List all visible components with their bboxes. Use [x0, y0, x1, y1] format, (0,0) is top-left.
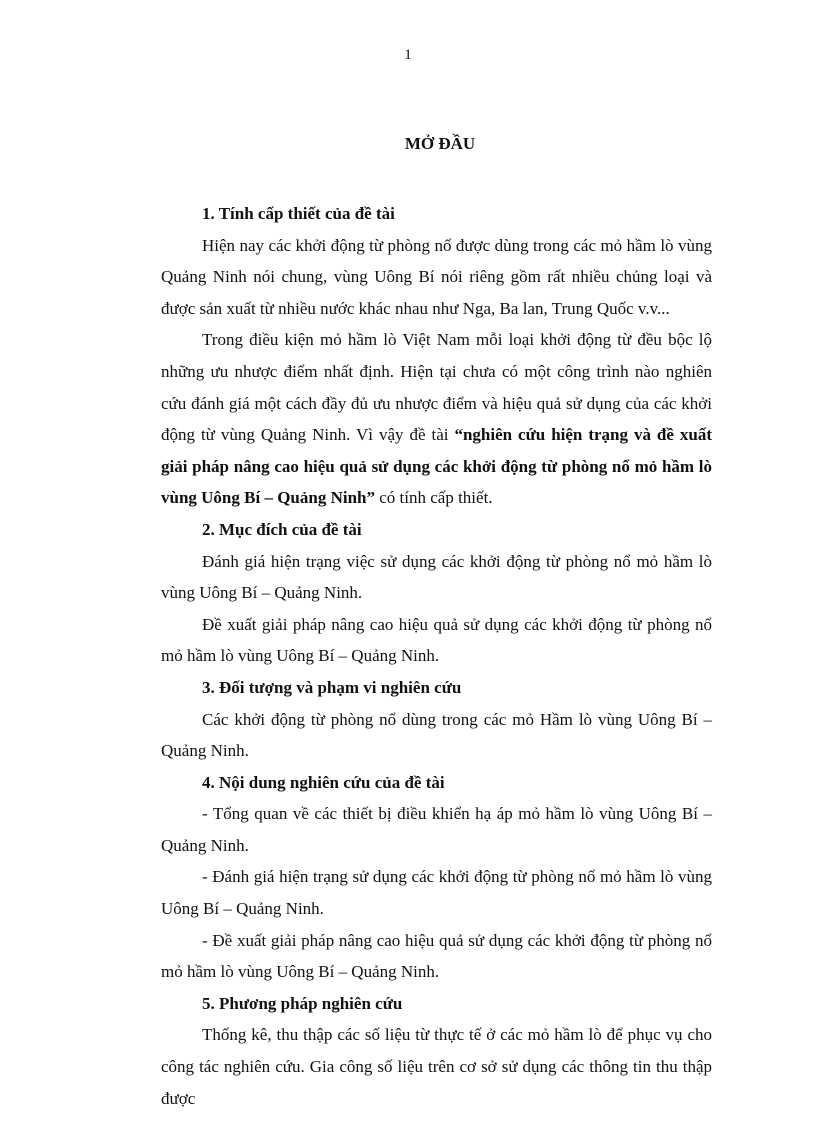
paragraph: Đánh giá hiện trạng việc sử dụng các khởi động từ phòng nổ mỏ hầm lò vùng Uông Bí – Quảng Ninh.	[161, 551, 712, 603]
page-title: MỞ ĐẦU	[404, 134, 476, 153]
page-number: 1	[404, 47, 412, 63]
list-item: - Tổng quan về các thiết bị điều khiển hạ áp mỏ hầm lò vùng Uông Bí – Quảng Ninh.	[161, 804, 712, 855]
section-heading-4: 4. Nội dung nghiên cứu của đề tài	[202, 772, 445, 792]
list-item: - Đánh giá hiện trạng sử dụng các khởi động từ phòng nổ mỏ hầm lò vùng Uông Bí – Quảng Ninh.	[161, 867, 712, 919]
paragraph: Hiện nay các khởi động từ phòng nổ được dùng trong các mỏ hầm lò vùng Quảng Ninh nói chung, vùng Uông Bí nói riêng gồm rất nhiều chủng loại và được sản xuất từ nhiều nước khác nhau như Nga, Ba lan, Trung Quốc v.v...	[161, 235, 712, 318]
paragraph	[161, 324, 712, 514]
paragraph-text: Trong điều kiện mỏ hầm lò Việt Nam mỗi loại khởi động từ đều bộc lộ những ưu nhược điểm nhất định. Hiện tại chưa có một công trình nào nghiên cứu đánh giá một cách đầy đủ ưu nhược điểm và hiệu quả sử dụng của các khởi động từ vùng Quảng Ninh. Vì vậy đề tài	[161, 330, 712, 445]
paragraph: Thống kê, thu thập các số liệu từ thực tế ở các mỏ hầm lò để phục vụ cho công tác nghiên cứu. Gia công số liệu trên cơ sở sử dụng các thông tin thu thập được	[161, 1025, 712, 1108]
paragraph: Đề xuất giải pháp nâng cao hiệu quả sử dụng các khởi động từ phòng nổ mỏ hầm lò vùng Uông Bí – Quảng Ninh.	[161, 614, 712, 666]
topic-title: “nghiên cứu hiện trạng và đề xuất giải pháp nâng cao hiệu quả sử dụng các khởi động từ phòng nổ mỏ hầm lò vùng Uông Bí – Quảng Ninh”	[161, 425, 712, 508]
document-body	[161, 198, 712, 1114]
paragraph-text: có tính cấp thiết.	[375, 488, 493, 508]
section-heading-1: 1. Tính cấp thiết của đề tài	[202, 204, 395, 223]
list-item: - Đề xuất giải pháp nâng cao hiệu quả sử dụng các khởi động từ phòng nổ mỏ hầm lò vùng Uông Bí – Quảng Ninh.	[161, 930, 712, 982]
paragraph: Các khởi động từ phòng nổ dùng trong các mỏ Hầm lò vùng Uông Bí – Quảng Ninh.	[161, 709, 712, 761]
section-heading-3: 3. Đối tượng và phạm vi nghiên cứu	[202, 677, 462, 697]
section-heading-5: 5. Phương pháp nghiên cứu	[202, 993, 403, 1013]
section-heading-2: 2. Mục đích của đề tài	[202, 519, 362, 539]
